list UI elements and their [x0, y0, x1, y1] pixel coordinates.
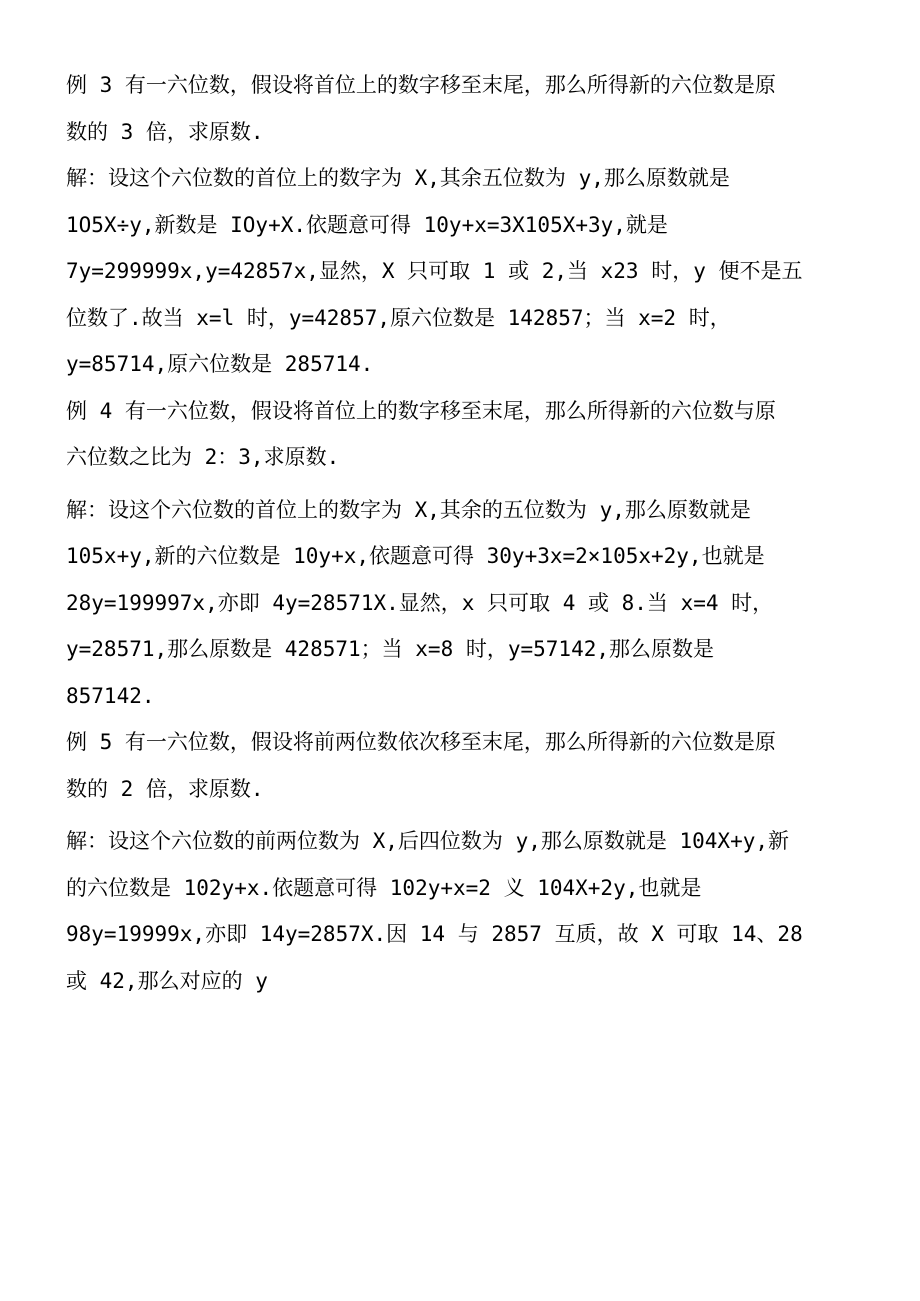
- text-line: 的六位数是 102y+x.依题意可得 102y+x=2 义 104X+2y,也就是: [66, 875, 702, 900]
- text-line: y=85714,原六位数是 285714.: [66, 352, 374, 376]
- text-line: 例 4 有一六位数，假设将首位上的数字移至末尾，那么所得新的六位数与原: [66, 398, 776, 423]
- text-line: 六位数之比为 2：3,求原数.: [66, 445, 340, 469]
- example-3-problem: [66, 62, 866, 155]
- text-line: 解：设这个六位数的首位上的数字为 X,其余五位数为 y,那么原数就是: [66, 166, 730, 190]
- text-line: 或 42,那么对应的 y: [66, 968, 268, 993]
- text-line: 数的 2 倍，求原数.: [66, 776, 264, 801]
- text-line: 857142.: [66, 683, 155, 708]
- text-line: y=28571,那么原数是 428571；当 x=8 时，y=57142,那么原数是: [66, 637, 715, 661]
- example-4-solution: [66, 487, 866, 720]
- text-line: 1O5X÷y,新数是 IOy+X.依题意可得 10y+x=3X105X+3y,就是: [66, 212, 668, 237]
- text-line: 98y=19999x,亦即 14y=2857X.因 14 与 2857 互质，故 X 可取 14、28: [66, 922, 803, 946]
- text-line: 解：设这个六位数的前两位数为 X,后四位数为 y,那么原数就是 104X+y,新: [66, 829, 790, 853]
- text-line: 解：设这个六位数的首位上的数字为 X,其余的五位数为 y,那么原数就是: [66, 497, 751, 522]
- text-line: 例 5 有一六位数，假设将前两位数依次移至末尾，那么所得新的六位数是原: [66, 730, 776, 754]
- text-line: 28y=199997x,亦即 4y=28571X.显然，x 只可取 4 或 8.当 x=4 时，: [66, 590, 774, 615]
- text-line: 位数了.故当 x=l 时，y=42857,原六位数是 142857；当 x=2 时，: [66, 305, 731, 330]
- example-5-solution: [66, 818, 866, 1004]
- document-page: [66, 62, 866, 1004]
- example-3-solution: [66, 155, 866, 388]
- example-5-problem: [66, 719, 866, 812]
- text-line: 105x+y,新的六位数是 10y+x,依题意可得 30y+3x=2×105x+2y,也就是: [66, 544, 765, 568]
- text-line: 例 3 有一六位数，假设将首位上的数字移至末尾，那么所得新的六位数是原: [66, 73, 776, 97]
- text-line: 7y=299999x,y=42857x,显然，X 只可取 1 或 2,当 x23 时，y 便不是五: [66, 259, 803, 283]
- example-4-problem: [66, 388, 866, 481]
- text-line: 数的 3 倍，求原数.: [66, 119, 264, 144]
